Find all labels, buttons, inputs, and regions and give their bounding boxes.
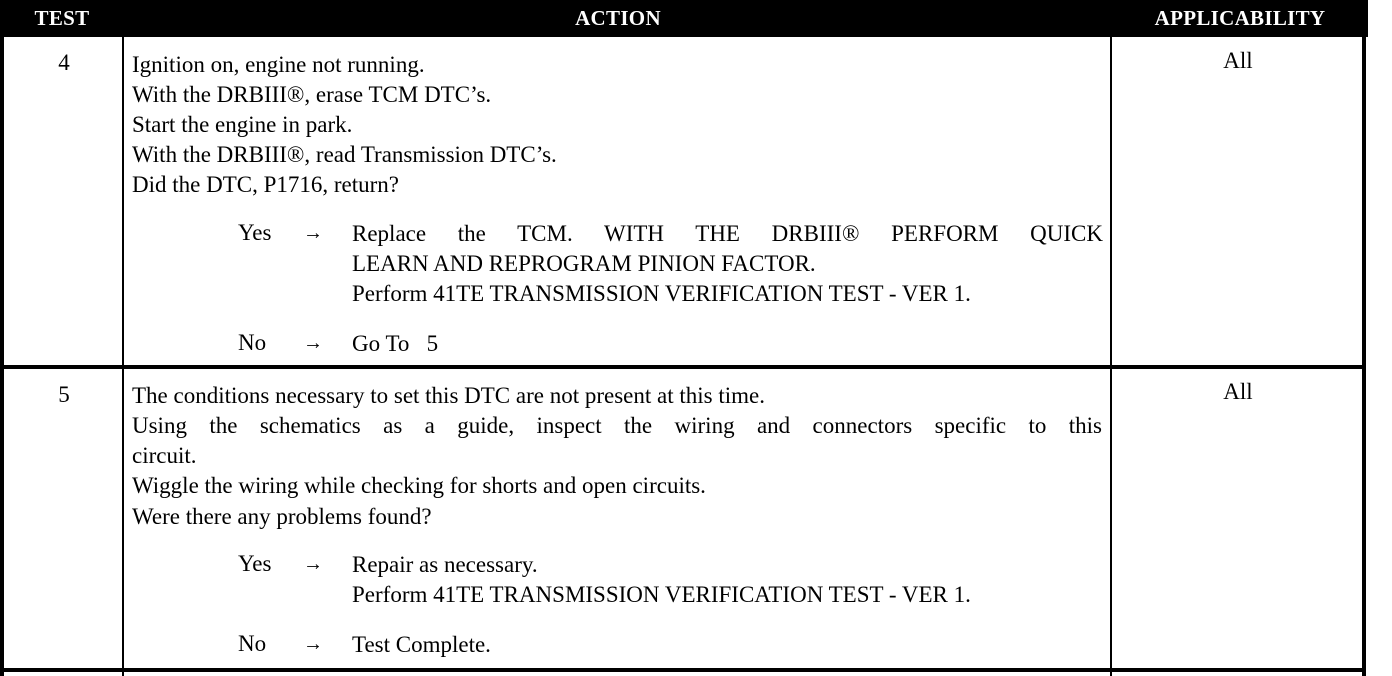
border-left <box>0 37 4 676</box>
border-right <box>1362 37 1366 676</box>
test-number: 4 <box>58 50 70 75</box>
no-label: No <box>238 631 267 656</box>
yes-action-line: Perform 41TE TRANSMISSION VERIFICATION TEST - VER 1. <box>352 582 971 607</box>
header-action: ACTION <box>575 6 661 30</box>
yes-action-line: Replace the TCM. WITH THE DRBIII® PERFORM QUICK <box>352 221 1103 246</box>
arrow-icon: → <box>303 553 323 575</box>
test-number: 5 <box>58 382 70 407</box>
action-line: With the DRBIII®, erase TCM DTC’s. <box>132 82 492 107</box>
yes-action-line: Repair as necessary. <box>352 552 538 577</box>
header-applicability: APPLICABILITY <box>1154 6 1326 30</box>
no-label: No <box>238 330 267 355</box>
border-bottom <box>0 668 1366 672</box>
yes-action-text <box>352 550 971 610</box>
yes-label: Yes <box>238 220 272 245</box>
no-action-text: Go To 5 <box>352 331 439 356</box>
arrow-icon: → <box>303 332 323 354</box>
action-line: Ignition on, engine not running. <box>132 52 425 77</box>
action-line: The conditions necessary to set this DTC are not present at this time. <box>132 383 765 408</box>
action-line: With the DRBIII®, read Transmission DTC’s. <box>132 142 557 167</box>
action-line: circuit. <box>132 443 197 468</box>
action-line: Start the engine in park. <box>132 112 353 137</box>
applicability-value: All <box>1223 379 1253 404</box>
arrow-icon: → <box>303 222 323 244</box>
yes-action-line: LEARN AND REPROGRAM PINION FACTOR. <box>352 251 816 276</box>
yes-action-text <box>352 219 1103 309</box>
divider-action-applicability <box>1110 37 1112 676</box>
header-test: TEST <box>34 6 90 30</box>
table-header <box>0 0 1368 37</box>
action-line: Did the DTC, P1716, return? <box>132 172 400 197</box>
yes-action-line: Perform 41TE TRANSMISSION VERIFICATION TEST - VER 1. <box>352 281 971 306</box>
yes-label: Yes <box>238 551 272 576</box>
no-action-text: Test Complete. <box>352 632 491 657</box>
divider-test-action <box>122 37 124 676</box>
applicability-value: All <box>1223 48 1253 73</box>
arrow-icon: → <box>303 633 323 655</box>
action-line: Wiggle the wiring while checking for shorts and open circuits. <box>132 473 706 498</box>
action-line-text: Using the schematics as a guide, inspect the wiring and connectors specific to this <box>132 413 1102 438</box>
row-divider <box>0 365 1366 369</box>
action-line <box>132 411 1102 441</box>
action-line: Were there any problems found? <box>132 504 432 529</box>
